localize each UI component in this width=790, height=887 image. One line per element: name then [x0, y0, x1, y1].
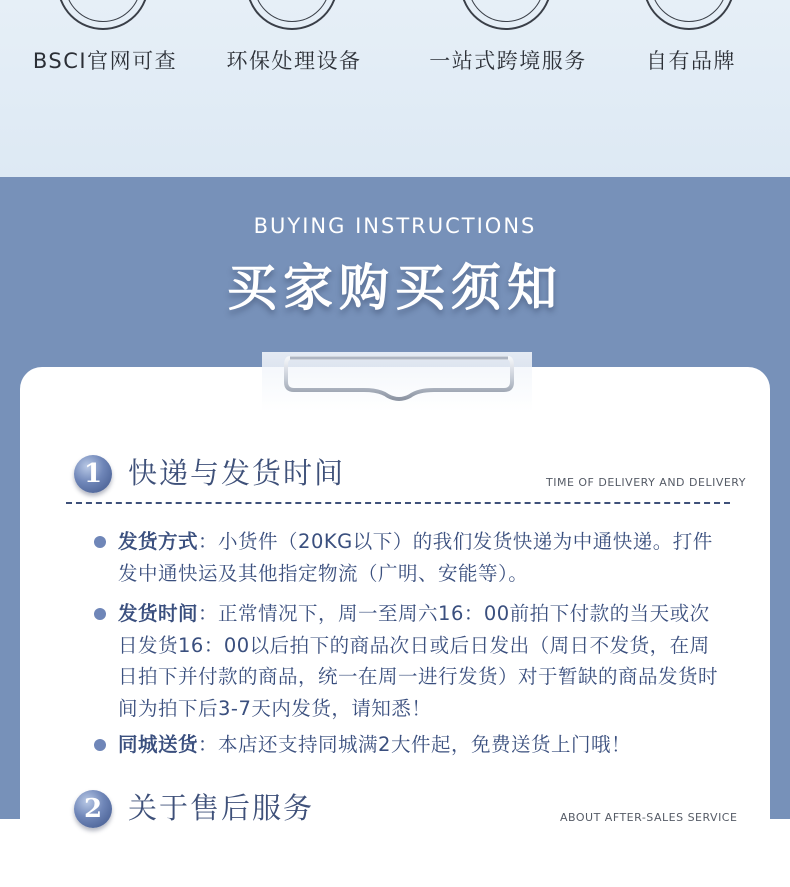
eco-icon [246, 0, 338, 30]
section-divider [66, 502, 730, 504]
section-subtitle: ABOUT AFTER-SALES SERVICE [560, 811, 738, 824]
badge-label: BSCI官网可查 [32, 49, 178, 73]
top-badge-band [0, 0, 790, 177]
item-label: 发货时间 [118, 602, 199, 625]
bullet-icon [94, 608, 106, 620]
item-text: 小货件（20KG以下）的我们发货快递为中通快递。打件发中通快运及其他指定物流（广明、安能等）。 [118, 530, 713, 585]
bullet-icon [94, 739, 106, 751]
bsci-icon [57, 0, 149, 30]
section-title: 关于售后服务 [128, 791, 315, 825]
brand-icon [643, 0, 735, 30]
section-number-badge: 2 [74, 790, 112, 828]
item-label: 同城送货 [118, 733, 199, 756]
page-title: 买家购买须知 [227, 259, 563, 317]
item-label: 发货方式 [118, 530, 199, 553]
section-title: 快递与发货时间 [128, 456, 346, 490]
badge-label: 一站式跨境服务 [429, 49, 587, 73]
section-subtitle: TIME OF DELIVERY AND DELIVERY [546, 476, 746, 489]
english-heading: BUYING INSTRUCTIONS [253, 214, 537, 238]
cross-border-icon [460, 0, 552, 30]
clipboard-clip-icon [284, 352, 514, 402]
badge-label: 环保处理设备 [226, 49, 362, 73]
section-number-badge: 1 [74, 455, 112, 493]
bullet-icon [94, 536, 106, 548]
item-text: 正常情况下，周一至周六16：00前拍下付款的当天或次日发货16：00以后拍下的商品次日或后日发出（周日不发货，在周日拍下并付款的商品，统一在周一进行发货）对于暂缺的商品发货时间为拍下后3-7天内发货，请知悉！ [118, 602, 719, 720]
badge-label: 自有品牌 [646, 49, 736, 73]
item-text: 本店还支持同城满2大件起，免费送货上门哦！ [218, 733, 631, 756]
